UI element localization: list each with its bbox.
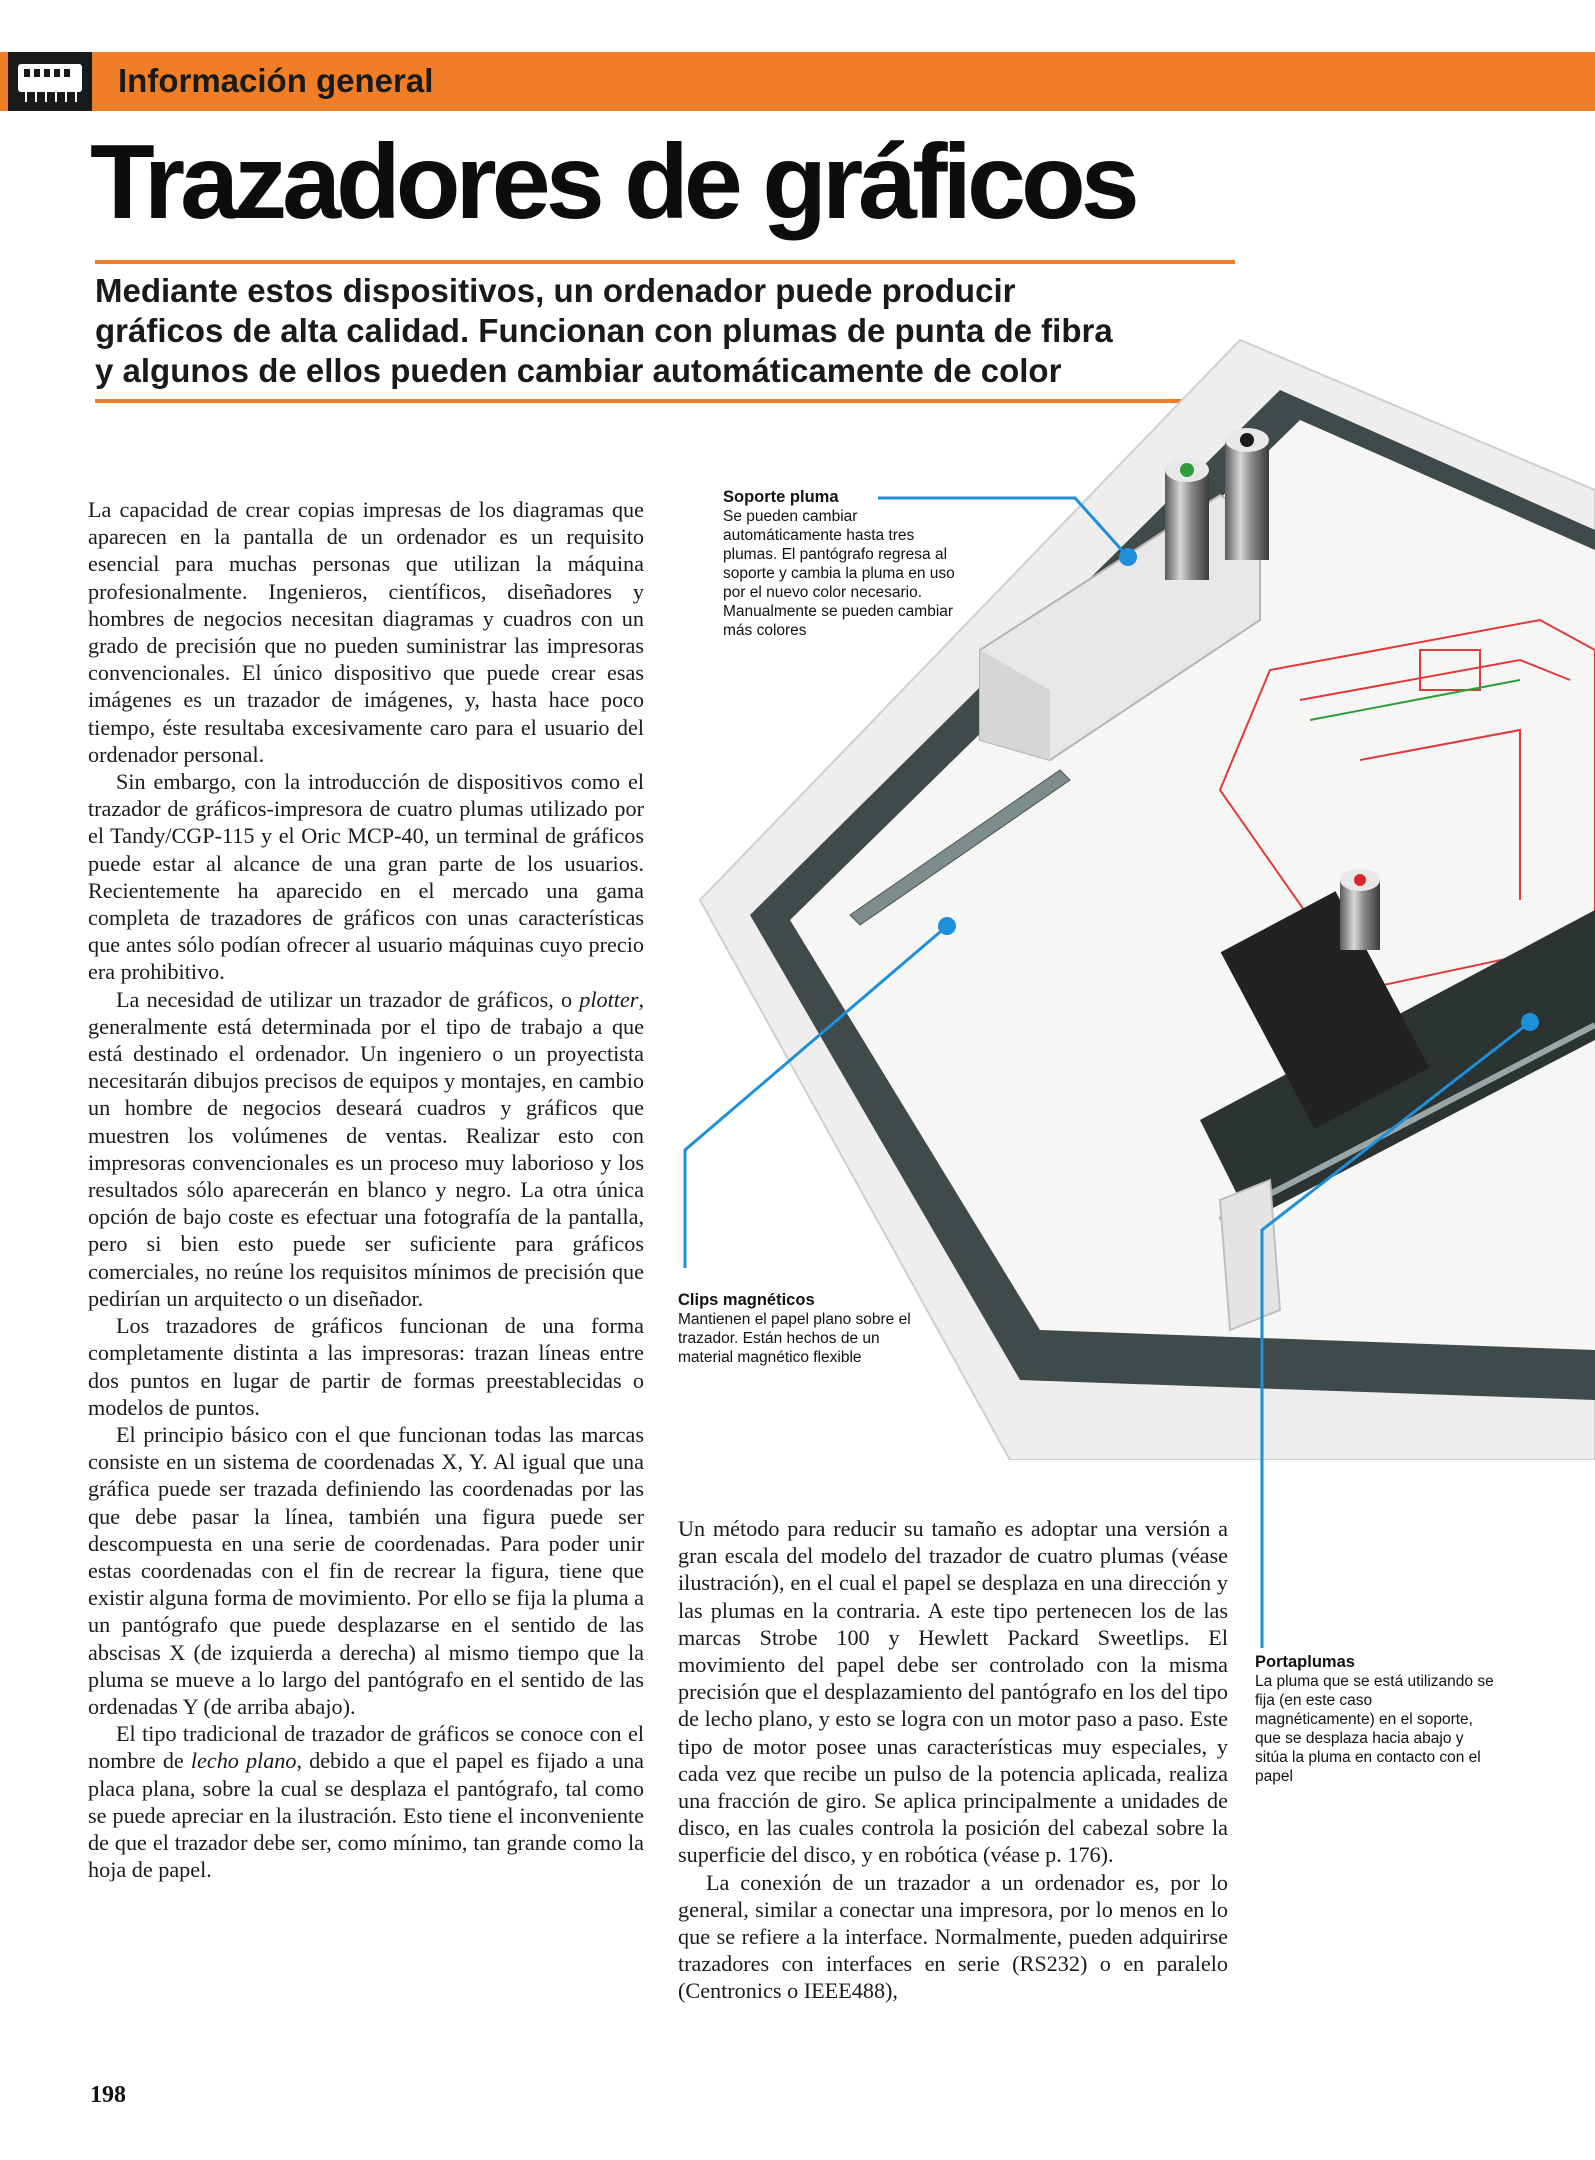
callout-line: automáticamente hasta tres bbox=[723, 527, 915, 544]
article-body-left bbox=[88, 496, 644, 1883]
text-run: El tipo tradicional de trazador de gráficos se conoce con el nombre de bbox=[88, 1721, 644, 1774]
callout-line: material magnético flexible bbox=[678, 1349, 862, 1366]
section-label: Información general bbox=[118, 62, 434, 99]
paragraph: La conexión de un trazador a un ordenador es, por lo general, similar a conectar una impresora, por lo menos en lo que se refiere a la interface. Normalmente, pueden adquirirse trazadores con interfaces en serie (RS232) o en paralelo (Centronics o IEEE488), bbox=[678, 1869, 1228, 2004]
paragraph: La capacidad de crear copias impresas de los diagramas que aparecen en la pantalla de un ordenador es un requisito esencial para muchas personas que utilizan la máquina profesionalmente. Ingenieros, científicos, diseñadores y hombres de negocios necesitan diagramas y cuadros con un grado de precisión que no pueden suministrar las impresoras convencionales. El único dispositivo que puede crear esas imágenes es un trazador de imágenes, y, hasta hace poco tiempo, éste resultaba excesivamente caro para el usuario del ordenador personal. bbox=[88, 497, 644, 767]
callout-line: que se desplaza hacia abajo y bbox=[1255, 1730, 1464, 1747]
article-body-right bbox=[678, 1515, 1228, 2005]
callout-portaplumas bbox=[1255, 1652, 1555, 1786]
callout-soporte-pluma bbox=[723, 487, 1013, 640]
callout-line: fija (en este caso bbox=[1255, 1692, 1373, 1709]
page-title: Trazadores de gráficos bbox=[90, 123, 1135, 241]
callout-line: más colores bbox=[723, 622, 807, 639]
callout-line: Mantienen el papel plano sobre el bbox=[678, 1311, 911, 1328]
paragraph: Un método para reducir su tamaño es adoptar una versión a gran escala del modelo del trazador de cuatro plumas (véase ilustración), en el cual el papel se desplaza en una dirección y las plumas en la contraria. A este tipo pertenecen los de las marcas Strobe 100 y Hewlett Packard Sweetlips. El movimiento del papel debe ser controlado con la misma precisión que el desplazamiento del pantógrafo en los del tipo de lecho plano, y esto se logra con un motor paso a paso. Este tipo de motor posee unas características muy especiales, y cada vez que recibe un pulso de la potencia aplicada, realiza una fracción de giro. Se aplica principalmente a unidades de disco, en las cuales controla la posición del cabezal sobre la superficie del disco, y en robótica (véase p. 176). bbox=[678, 1516, 1228, 1868]
text-run: , generalmente está determinada por el tipo de trabajo a que está destinado el ordenador. Un ingeniero o un proyectista necesitarán dibujos precisos de equipos y montajes, en cambio un hombre de negocios deseará cuadros y gráficos que muestren los volúmenes de ventas. Realizar esto con impresoras convencionales es un proceso muy laborioso y los resultados sólo aparecerán en blanco y negro. La otra única opción de bajo coste es efectuar una fotografía de la pantalla, pero si bien esto puede ser suficiente para gráficos comerciales, no reúne los requisitos mínimos de precisión que pedirían un arquitecto o un diseñador. bbox=[88, 986, 644, 1311]
paragraph bbox=[88, 1720, 644, 1883]
soporte-marker bbox=[1119, 548, 1137, 566]
paragraph: El principio básico con el que funcionan todas las marcas consiste en un sistema de coordenadas X, Y. Al igual que una gráfica puede ser trazada definiendo las coordenadas por las que debe pasar la línea, también una figura puede ser descompuesta en una serie de coordenadas. Para poder unir estas coordenadas con el fin de recrear la figura, tiene que existir alguna forma de movimiento. Por ello se fija la pluma a un pantógrafo que puede desplazarse en el sentido de las abscisas X (de izquierda a derecha) al mismo tiempo que la pluma se mueve a lo largo del pantógrafo en el sentido de las ordenadas Y (de arriba abajo). bbox=[88, 1421, 644, 1719]
callout-line: La pluma que se está utilizando se bbox=[1255, 1673, 1494, 1690]
text-run: La necesidad de utilizar un trazador de gráficos, o bbox=[116, 986, 580, 1012]
paragraph: Los trazadores de gráficos funcionan de una forma completamente distinta a las impresoras: trazan líneas entre dos puntos en lugar de partir de formas preestablecidas o modelos de puntos. bbox=[88, 1313, 644, 1420]
callout-line: trazador. Están hechos de un bbox=[678, 1330, 880, 1347]
emphasis: plotter bbox=[579, 986, 639, 1012]
text-run: , debido a que el papel es fijado a una placa plana, sobre la cual se desplaza el pantógrafo, tal como se puede apreciar en la ilustración. Esto tiene el inconveniente de que el trazador debe ser, como mínimo, tan grande como la hoja de papel. bbox=[88, 1748, 645, 1883]
paragraph: Sin embargo, con la introducción de dispositivos como el trazador de gráficos-impresora de cuatro plumas utilizado por el Tandy/CGP-115 y el Oric MCP-40, un terminal de gráficos puede estar al alcance de una gran parte de los usuarios. Recientemente ha aparecido en el mercado una gama completa de trazadores de gráficos con unas características que antes sólo podían ofrecer al usuario máquinas cuyo precio era prohibitivo. bbox=[88, 769, 644, 985]
callout-title: Soporte pluma bbox=[723, 488, 839, 506]
callout-line: sitúa la pluma en contacto con el bbox=[1255, 1749, 1481, 1766]
callout-title: Clips magnéticos bbox=[678, 1291, 815, 1309]
callout-title: Portaplumas bbox=[1255, 1653, 1355, 1671]
callout-line: Se pueden cambiar bbox=[723, 508, 858, 525]
callout-line: magnéticamente) en el soporte, bbox=[1255, 1711, 1473, 1728]
emphasis: lecho plano bbox=[190, 1748, 297, 1774]
article-subtitle: Mediante estos dispositivos, un ordenador puede producir gráficos de alta calidad. Funcionan con plumas de punta de fibra y algunos de ellos pueden cambiar automáticamente de color bbox=[95, 272, 1113, 389]
paragraph bbox=[88, 986, 644, 1312]
callout-clips-magneticos bbox=[678, 1290, 968, 1367]
callout-line: soporte y cambia la pluma en uso bbox=[723, 565, 955, 582]
page-number: 198 bbox=[90, 2082, 126, 2108]
callout-line: Manualmente se pueden cambiar bbox=[723, 603, 954, 620]
callout-line: plumas. El pantógrafo regresa al bbox=[723, 546, 948, 563]
portaplumas-marker bbox=[1521, 1013, 1539, 1031]
callout-line: papel bbox=[1255, 1768, 1293, 1785]
clips-marker bbox=[938, 917, 956, 935]
callout-line: por el nuevo color necesario. bbox=[723, 584, 923, 601]
